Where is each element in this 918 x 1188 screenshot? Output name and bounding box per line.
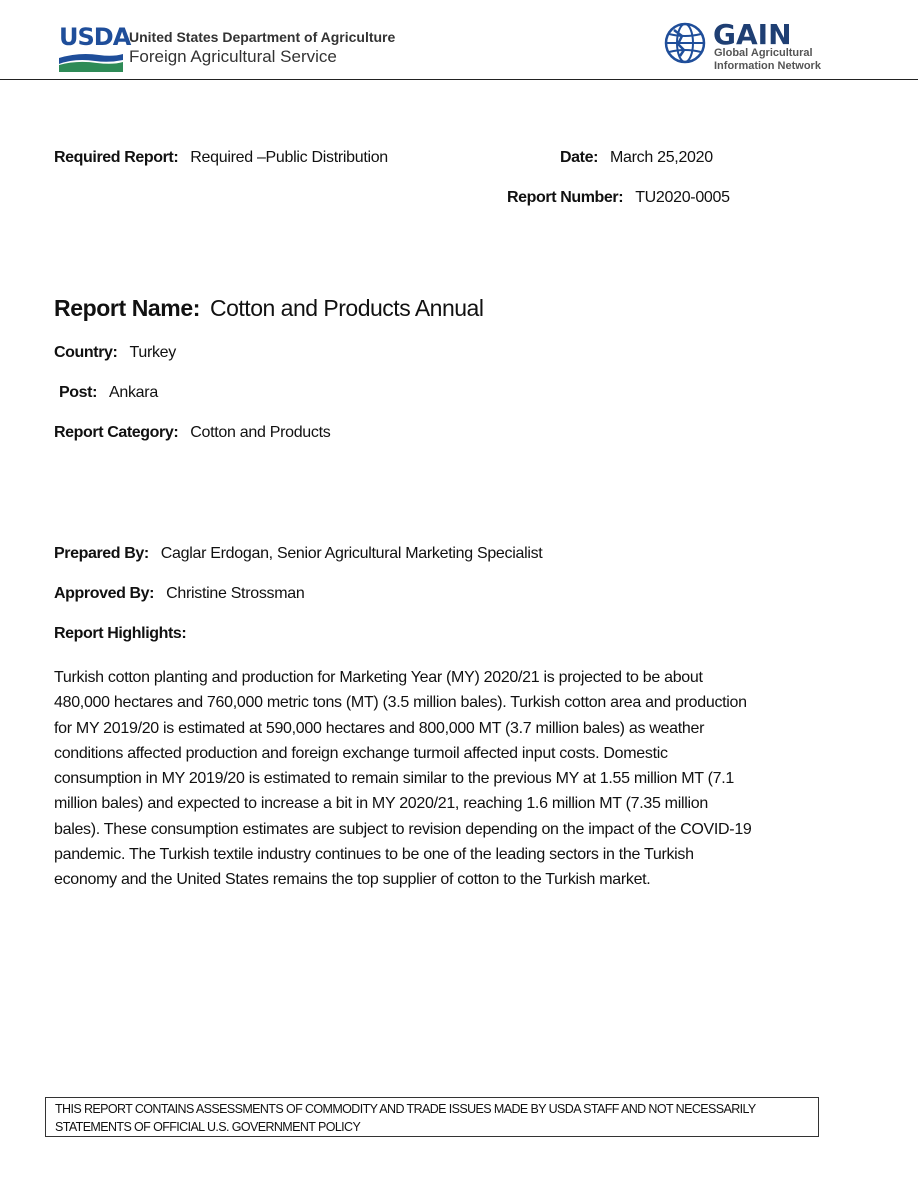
department-name: United States Department of Agriculture xyxy=(129,29,396,45)
highlights-line: million bales) and expected to increase a bit in MY 2020/21, reaching 1.6 million MT (7.35 million xyxy=(54,795,708,813)
highlights-line: for MY 2019/20 is estimated at 590,000 hectares and 800,000 MT (3.7 million bales) as weather xyxy=(54,719,705,737)
prepared-by-value: Caglar Erdogan, Senior Agricultural Marketing Specialist xyxy=(160,545,543,562)
category-row xyxy=(54,424,330,442)
report-number-label: Report Number: xyxy=(507,189,624,206)
service-name: Foreign Agricultural Service xyxy=(129,47,337,66)
required-report-label: Required Report: xyxy=(54,149,179,166)
usda-wave-icon xyxy=(59,52,123,72)
date-value: March 25,2020 xyxy=(610,149,713,166)
highlights-line: pandemic. The Turkish textile industry continues to be one of the leading sectors in the Turkish xyxy=(54,846,694,864)
gain-tagline xyxy=(714,47,821,73)
highlights-line: economy and the United States remains the top supplier of cotton to the Turkish market. xyxy=(54,871,651,889)
highlights-label: Report Highlights: xyxy=(54,625,187,642)
post-label: Post: xyxy=(59,384,98,401)
disclaimer-line1: THIS REPORT CONTAINS ASSESSMENTS OF COMMODITY AND TRADE ISSUES MADE BY USDA STAFF AND NOT NECESSARILY xyxy=(55,1102,756,1116)
usda-wordmark: USDA xyxy=(59,23,131,51)
highlights-line: Turkish cotton planting and production for Marketing Year (MY) 2020/21 is projected to be about xyxy=(54,669,703,686)
highlights-line: bales). These consumption estimates are subject to revision depending on the impact of the COVID-19 xyxy=(54,820,752,838)
category-value: Cotton and Products xyxy=(190,424,331,441)
gain-tagline-line2: Information Network xyxy=(714,60,821,72)
report-number-value: TU2020-0005 xyxy=(635,189,730,206)
highlights-heading xyxy=(54,625,186,643)
gain-tagline-line1: Global Agricultural xyxy=(714,47,813,59)
disclaimer-box xyxy=(45,1097,819,1137)
country-value: Turkey xyxy=(129,344,176,361)
highlights-paragraph xyxy=(54,665,824,893)
highlights-line: conditions affected production and foreign exchange turmoil affected input costs. Domestic xyxy=(54,744,668,762)
gain-wordmark: GAIN xyxy=(713,18,792,51)
required-report-value: Required –Public Distribution xyxy=(190,149,388,166)
report-name-row xyxy=(54,295,483,322)
report-number-row xyxy=(507,189,730,207)
globe-icon xyxy=(664,22,706,64)
country-label: Country: xyxy=(54,344,118,361)
disclaimer-line2: STATEMENTS OF OFFICIAL U.S. GOVERNMENT POLICY xyxy=(55,1120,361,1134)
post-value: Ankara xyxy=(109,384,158,401)
highlights-line: consumption in MY 2019/20 is estimated to remain similar to the previous MY at 1.55 million MT (7.1 xyxy=(54,770,734,788)
date-label: Date: xyxy=(560,149,599,166)
required-report-row xyxy=(54,149,388,167)
prepared-by-row xyxy=(54,545,542,563)
highlights-line: 480,000 hectares and 760,000 metric tons (MT) (3.5 million bales). Turkish cotton area and production xyxy=(54,694,747,712)
report-name-label: Report Name: xyxy=(54,295,201,321)
post-row xyxy=(59,384,158,402)
country-row xyxy=(54,344,176,362)
date-row xyxy=(560,149,713,167)
report-name-value: Cotton and Products Annual xyxy=(210,295,484,321)
prepared-by-label: Prepared By: xyxy=(54,545,149,562)
approved-by-label: Approved By: xyxy=(54,585,155,602)
usda-logo xyxy=(59,23,131,72)
gain-logo xyxy=(664,20,839,75)
approved-by-row xyxy=(54,585,304,603)
header-divider xyxy=(0,79,918,80)
approved-by-value: Christine Strossman xyxy=(166,585,305,602)
category-label: Report Category: xyxy=(54,424,179,441)
